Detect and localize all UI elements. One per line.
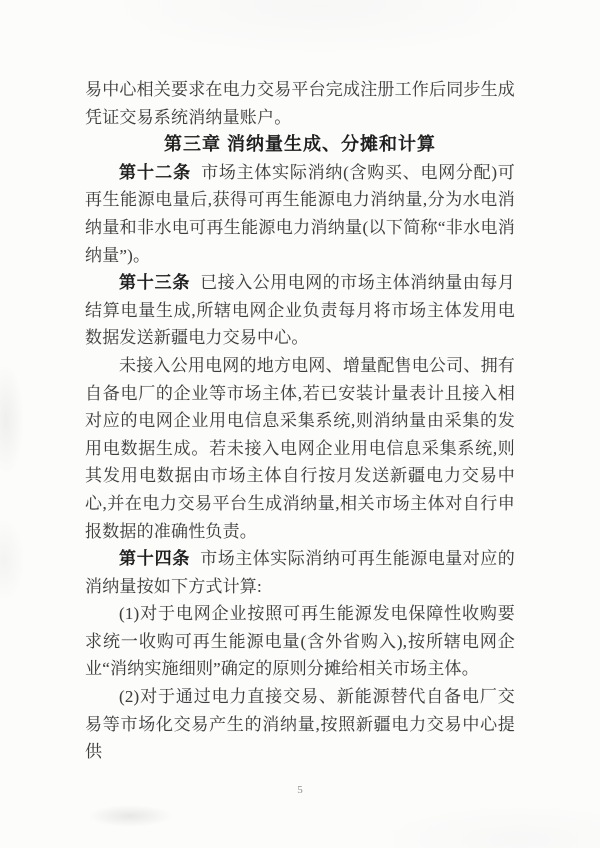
article-number: 第十二条 <box>119 162 192 182</box>
paragraph: 第十二条 市场主体实际消纳(含购买、电网分配)可再生能源电量后,获得可再生能源电力消纳量,分为水电消纳量和非水电可再生能源电力消纳量(以下简称“非水电消纳量”)。 <box>85 162 516 265</box>
paragraph: 易中心相关要求在电力交易平台完成注册工作后同步生成凭证交易系统消纳量账户。 <box>85 80 515 127</box>
paragraph: 第十四条 市场主体实际消纳可再生能源电量对应的消纳量按如下方式计算: <box>85 549 515 596</box>
paragraph: (2)对于通过电力直接交易、新能源替代自备电厂交易等市场化交易产生的消纳量,按照新疆电力交易中心提供 <box>85 687 515 762</box>
paragraph: 第十三条 已接入公用电网的市场主体消纳量由每月结算电量生成,所辖电网企业负责每月将市场主体发用电数据发送新疆电力交易中心。 <box>85 273 515 348</box>
paragraph: 未接入公用电网的地方电网、增量配售电公司、拥有自备电厂的企业等市场主体,若已安装计量表计且接入相对应的电网企业用电信息采集系统,则消纳量由采集的发用电数据生成。若未接入电网企业用电信息采集系统,则其发用电数据由市场主体自行按月发送新疆电力交易中心,并在电力交易平台生成消纳量,相关市场主体对自行申报数据的准确性负责。 <box>85 355 515 541</box>
article-number: 第十三条 <box>119 273 191 293</box>
article-number: 第十四条 <box>119 549 191 569</box>
chapter-heading: 第三章 消纳量生成、分摊和计算 <box>164 134 436 155</box>
document-body <box>85 76 515 766</box>
page-number: 5 <box>297 784 303 796</box>
paragraph: (1)对于电网企业按照可再生能源发电保障性收购要求统一收购可再生能源电量(含外省购入),按所辖电网企业“消纳实施细则”确定的原则分摊给相关市场主体。 <box>85 604 515 679</box>
